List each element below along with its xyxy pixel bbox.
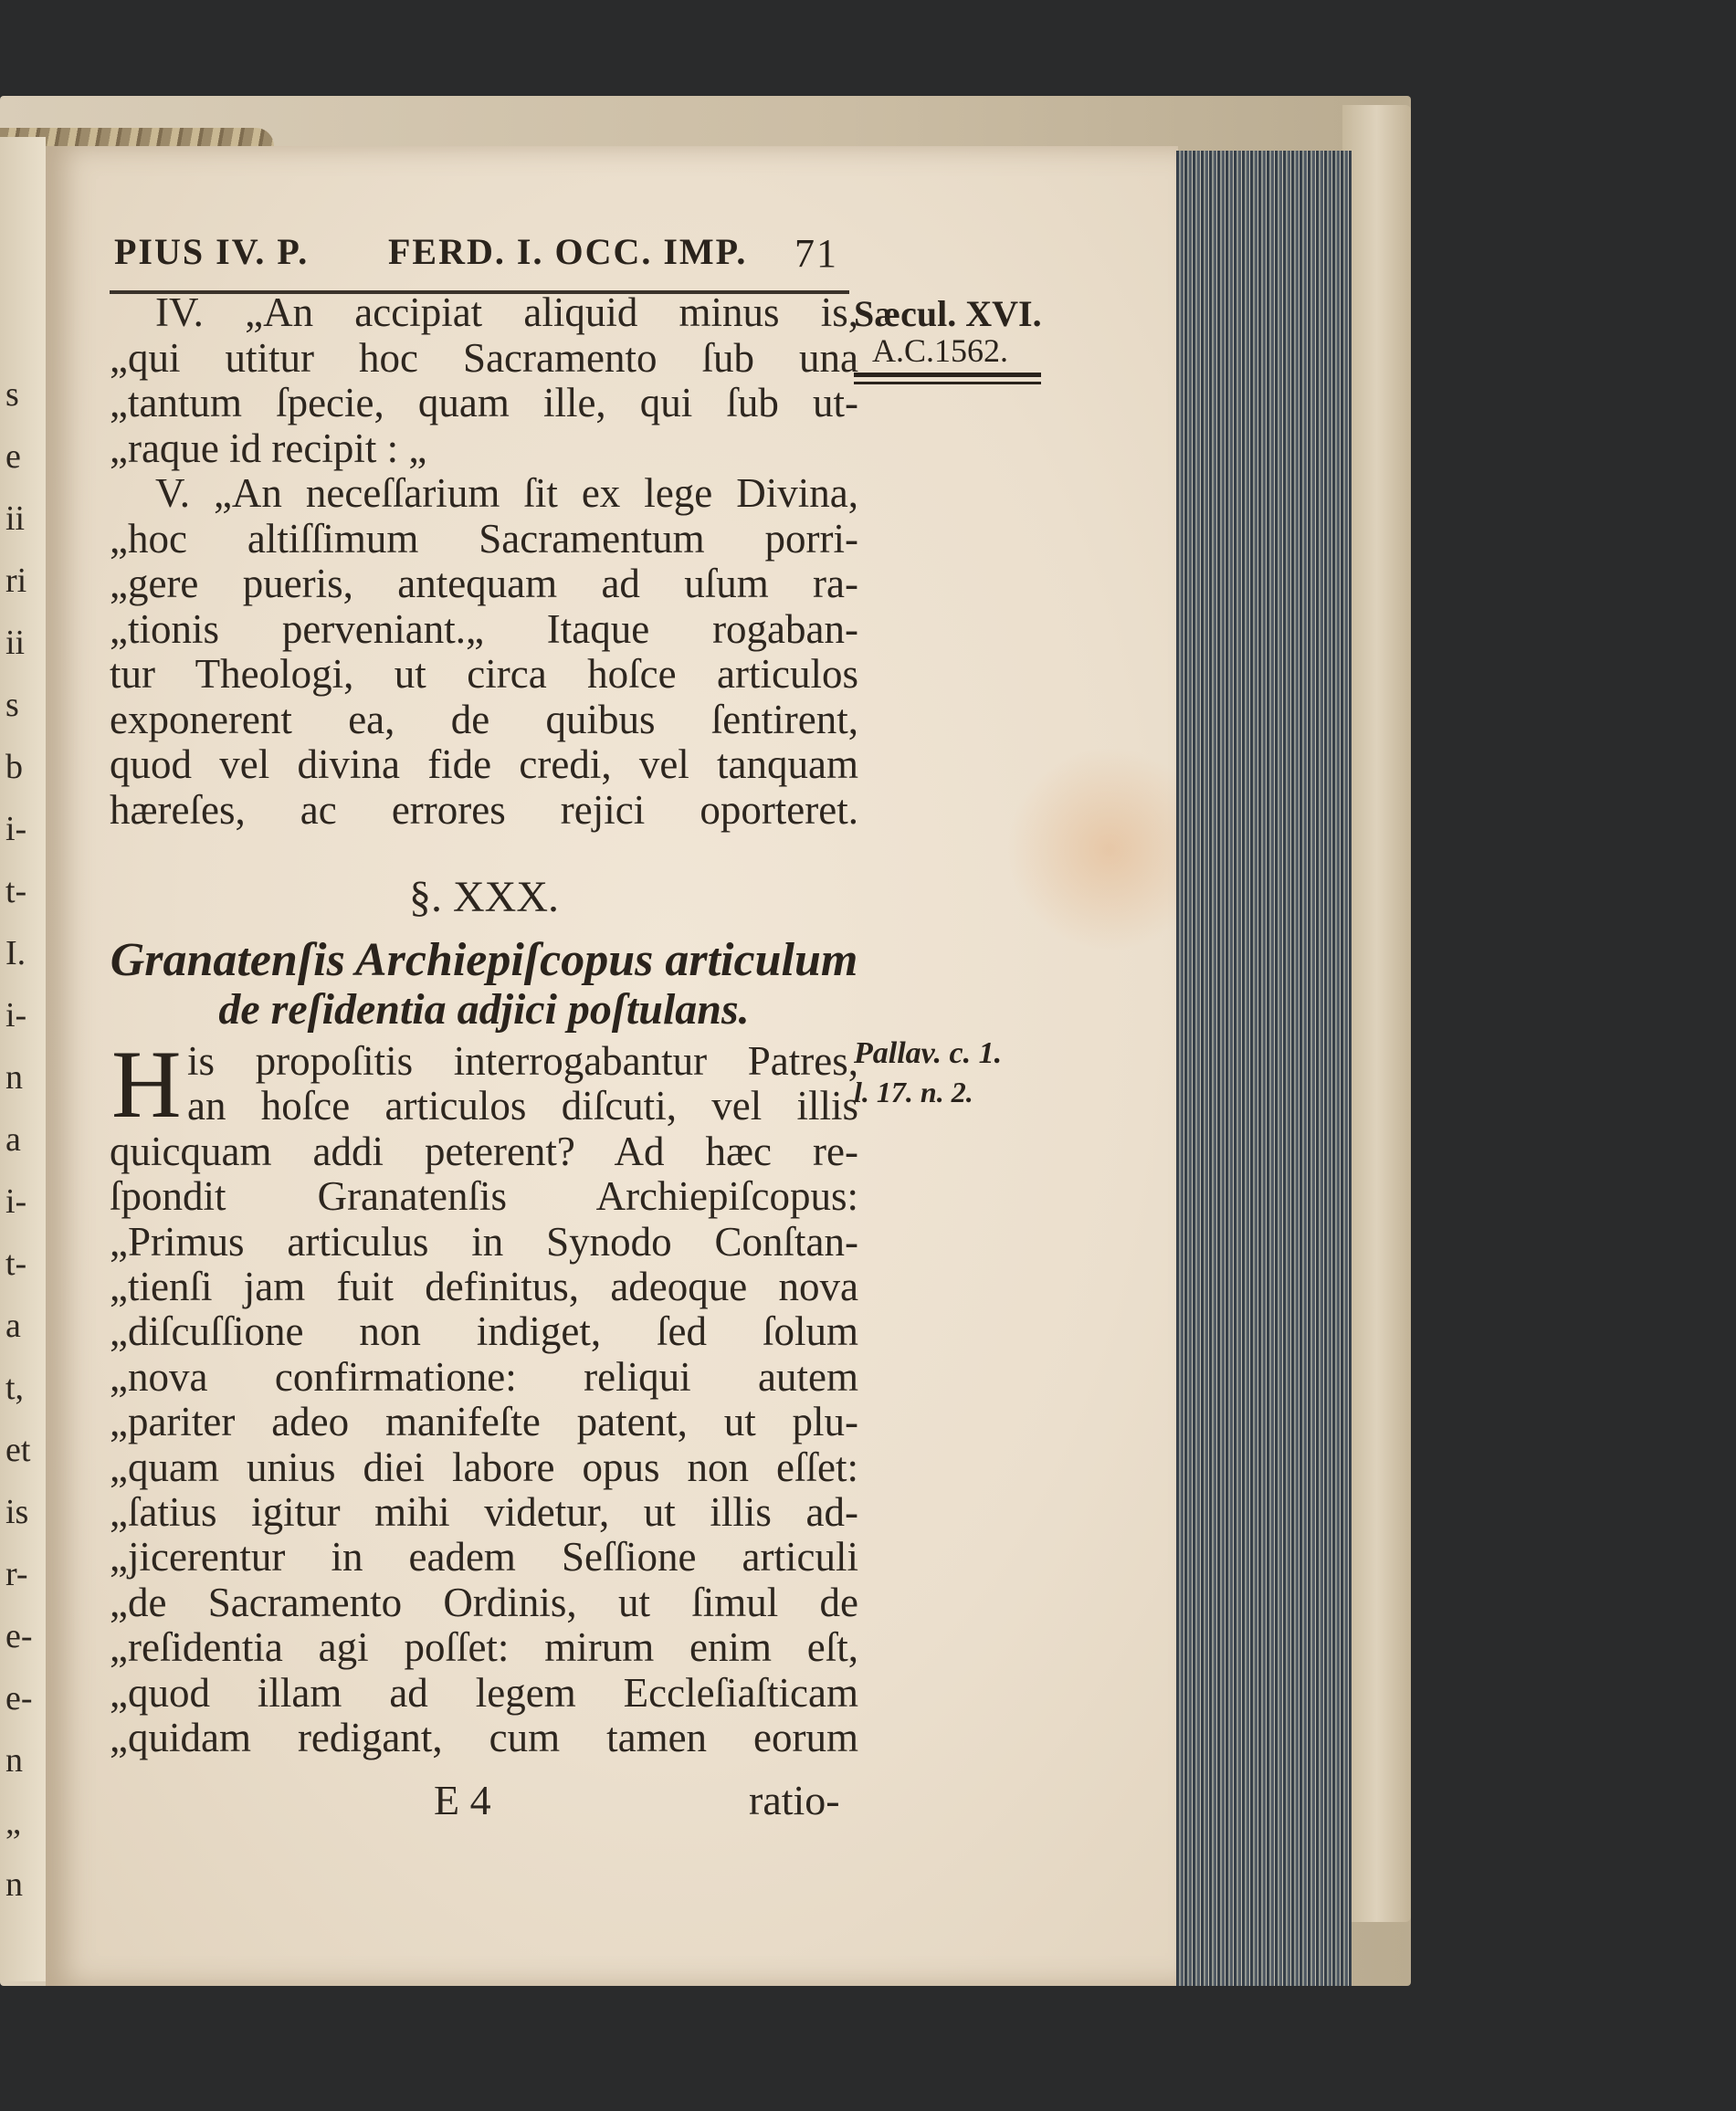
page-fore-edge	[1176, 151, 1352, 1986]
text-line: „reſidentia agi poſſet: mirum enim eſt,	[110, 1624, 858, 1671]
left-page-fragment: n	[5, 1058, 23, 1097]
left-page-edge	[0, 137, 46, 1981]
text-line: „quidam redigant, cum tamen eorum	[110, 1715, 858, 1760]
text-line: V. „An neceſſarium ſit ex lege Divina,	[155, 470, 858, 516]
text-line: is propoſitis interrogabantur Patres,	[187, 1038, 858, 1084]
cover-edge	[1342, 105, 1411, 1922]
catchword: ratio-	[749, 1777, 840, 1823]
text-line: IV. „An accipiat aliquid minus is,	[155, 289, 858, 335]
left-page-fragment: i-	[5, 996, 27, 1034]
text-line: „tienſi jam fuit definitus, adeoque nova	[110, 1264, 858, 1309]
text-line: „hoc altiſſimum Sacramentum porri-	[110, 515, 858, 562]
header-center: FERD. I. OCC. IMP.	[388, 231, 748, 272]
text-line: „quam unius diei labore opus non eſſet:	[110, 1444, 858, 1490]
section-title-line2: de reſidentia adjici poſtulans.	[218, 985, 750, 1034]
text-line: quod vel divina fide credi, vel tanquam	[110, 741, 858, 787]
left-page-fragment: ii	[5, 499, 26, 538]
left-page-fragment: ii	[5, 624, 26, 662]
left-page-fragment: n	[5, 1741, 23, 1780]
text-line: ſpondit Granatenſis Archiepiſcopus:	[110, 1173, 858, 1220]
left-page-fragment: t-	[5, 1245, 27, 1283]
left-page-fragment: b	[5, 748, 23, 786]
left-page-fragment: e	[5, 437, 21, 476]
left-page-fragment: t,	[5, 1369, 25, 1407]
left-page-fragment: e-	[5, 1679, 33, 1717]
text-line: „quod illam ad legem Eccleſiaſticam	[110, 1669, 858, 1716]
page-number: 71	[794, 231, 838, 276]
text-line: „tantum ſpecie, quam ille, qui ſub ut-	[110, 380, 858, 425]
text-line: hæreſes, ac errores rejici oporteret.	[110, 786, 858, 833]
left-page-fragment: a	[5, 1307, 21, 1345]
left-page-fragment: s	[5, 686, 19, 724]
drop-cap: H	[111, 1031, 182, 1138]
text-line: „nova confirmatione: reliqui autem	[110, 1353, 858, 1400]
left-page-fragment: t-	[5, 872, 27, 910]
left-page-fragment: a	[5, 1120, 21, 1159]
text-line: „tionis perveniant.„ Itaque rogaban-	[110, 605, 858, 652]
text-line: „qui utitur hoc Sacramento ſub una	[110, 334, 858, 381]
text-line: „pariter adeo manifeſte patent, ut plu-	[110, 1399, 858, 1445]
signature-mark: E 4	[434, 1777, 491, 1823]
margin-century: Sæcul. XVI.	[854, 293, 1042, 334]
text-line: „jicerentur in eadem Seſſione articuli	[110, 1534, 858, 1581]
text-line: „gere pueris, antequam ad uſum ra-	[110, 561, 858, 606]
left-page-fragment: I.	[5, 934, 26, 972]
left-page-fragment: i-	[5, 1182, 27, 1221]
text-line: „de Sacramento Ordinis, ut ſimul de	[110, 1579, 858, 1625]
margin-year: A.C.1562.	[872, 332, 1009, 369]
text-line: an hoſce articulos diſcuti, vel illis	[187, 1083, 858, 1129]
margin-ref-line2: l. 17. n. 2.	[854, 1076, 973, 1108]
text-line: tur Theologi, ut circa hoſce articulos	[110, 651, 858, 697]
left-page-fragment: r-	[5, 1555, 28, 1593]
text-line: „diſcuſſione non indiget, ſed ſolum	[110, 1308, 858, 1355]
section-title-line1: Granatenſis Archiepiſcopus articulum	[110, 934, 858, 986]
text-line: „raque id recipit : „	[110, 425, 427, 471]
text-line: exponerent ea, de quibus ſentirent,	[110, 696, 858, 742]
margin-rule-2	[854, 382, 1041, 384]
text-line: quicquam addi peterent? Ad hæc re-	[110, 1128, 858, 1174]
section-mark: §. XXX.	[409, 873, 559, 921]
margin-ref-line1: Pallav. c. 1.	[854, 1036, 1003, 1070]
left-page-fragment: s	[5, 375, 19, 414]
text-line: „Primus articulus in Synodo Conſtan-	[110, 1218, 858, 1265]
left-page-fragment: ri	[5, 562, 27, 600]
header-left: PIUS IV. P.	[114, 231, 310, 272]
running-header	[114, 230, 845, 285]
left-page-fragment: et	[5, 1431, 31, 1469]
left-page-fragment: e-	[5, 1617, 33, 1655]
left-page-fragment: i-	[5, 810, 27, 848]
left-page-fragment: is	[5, 1493, 29, 1531]
left-page-fragment: „	[5, 1803, 21, 1842]
left-page-fragment: n	[5, 1865, 23, 1904]
margin-rule-1	[854, 373, 1041, 377]
text-line: „ſatius igitur mihi videtur, ut illis ad-	[110, 1489, 858, 1535]
